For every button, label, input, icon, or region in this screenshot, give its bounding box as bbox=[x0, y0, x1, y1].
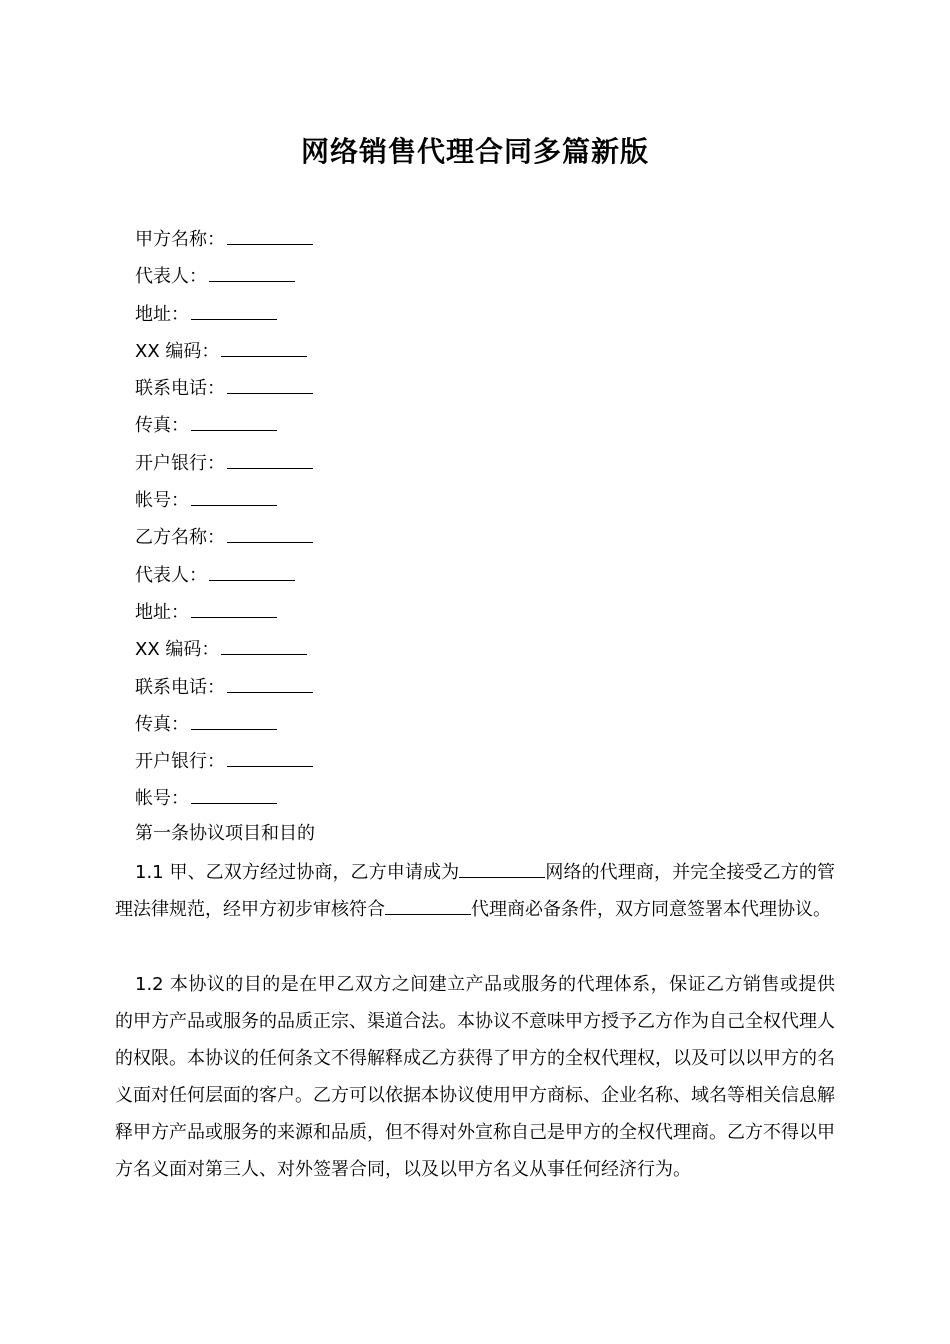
party-info-fields bbox=[135, 224, 835, 821]
document-title: 网络销售代理合同多篇新版 bbox=[300, 135, 649, 168]
blank-line bbox=[209, 261, 295, 282]
field-label: 甲方名称： bbox=[135, 229, 225, 250]
blank-line bbox=[227, 672, 313, 693]
field-label: 联系电话： bbox=[135, 676, 225, 698]
field-label: 代表人： bbox=[135, 266, 207, 288]
field-label: 开户银行： bbox=[135, 452, 225, 474]
blank-line bbox=[227, 224, 313, 245]
field-label: XX 编码： bbox=[135, 340, 220, 362]
blank-line bbox=[385, 894, 471, 915]
field-label: 代表人： bbox=[135, 564, 207, 586]
field-label: 乙方名称： bbox=[135, 527, 225, 549]
blank-line bbox=[191, 485, 277, 506]
blank-line bbox=[191, 597, 277, 618]
blank-line bbox=[459, 857, 545, 878]
blank-line bbox=[191, 783, 277, 804]
party-b-representative-field bbox=[135, 560, 835, 597]
party-b-code-field bbox=[135, 634, 835, 671]
blank-line bbox=[227, 448, 313, 469]
party-a-fax-field bbox=[135, 410, 835, 447]
party-b-address-field bbox=[135, 597, 835, 634]
party-a-phone-field bbox=[135, 373, 835, 410]
party-b-bank-field bbox=[135, 746, 835, 783]
clause-text: 1.1 甲、乙双方经过协商，乙方申请成为 bbox=[135, 862, 460, 883]
blank-line bbox=[227, 373, 313, 394]
blank-line bbox=[221, 336, 307, 357]
party-a-code-field bbox=[135, 336, 835, 373]
section-heading: 第一条协议项目和目的 bbox=[135, 823, 315, 844]
party-b-phone-field bbox=[135, 672, 835, 709]
blank-line bbox=[221, 634, 307, 655]
blank-line bbox=[227, 746, 313, 767]
field-label: 帐号： bbox=[135, 788, 189, 810]
party-a-name-field bbox=[135, 224, 835, 261]
party-b-name-field bbox=[135, 522, 835, 559]
party-b-account-field bbox=[135, 783, 835, 820]
field-label: 联系电话： bbox=[135, 378, 225, 400]
clause-1-2-paragraph: 1.2 本协议的目的是在甲乙双方之间建立产品或服务的代理体系，保证乙方销售或提供的甲方产品或服务的品质正宗、渠道合法。本协议不意味甲方授予乙方作为自己全权代理人的权限。本协议的任何条文不得解释成乙方获得了甲方的全权代理权，以及可以以甲方的名义面对任何层面的客户。乙方可以依据本协议使用甲方商标、企业名称、域名等相关信息解释甲方产品或服务的来源和品质，但不得对外宣称自己是甲方的全权代理商。乙方不得以甲方名义面对第三人、对外签署合同，以及以甲方名义从事任何经济行为。 bbox=[115, 974, 835, 1180]
field-label: 地址： bbox=[135, 303, 189, 325]
blank-line bbox=[209, 560, 295, 581]
party-a-address-field bbox=[135, 299, 835, 336]
clause-text: 代理商必备条件，双方同意签署本代理协议。 bbox=[471, 899, 831, 920]
field-label: 帐号： bbox=[135, 490, 189, 512]
party-a-bank-field bbox=[135, 448, 835, 485]
field-label: XX 编码： bbox=[135, 639, 220, 661]
party-a-representative-field bbox=[135, 261, 835, 298]
blank-line bbox=[191, 299, 277, 320]
blank-line bbox=[191, 709, 277, 730]
field-label: 传真： bbox=[135, 415, 189, 437]
blank-line bbox=[227, 522, 313, 543]
field-label: 开户银行： bbox=[135, 751, 225, 773]
party-b-fax-field bbox=[135, 709, 835, 746]
clause-text: 网络的代理商，并完全接受乙方的管理法律规范，经甲方初步审核符合 bbox=[115, 862, 835, 920]
field-label: 地址： bbox=[135, 601, 189, 623]
blank-line bbox=[191, 410, 277, 431]
field-label: 传真： bbox=[135, 713, 189, 735]
clause-1-1-paragraph bbox=[115, 854, 835, 928]
party-a-account-field bbox=[135, 485, 835, 522]
